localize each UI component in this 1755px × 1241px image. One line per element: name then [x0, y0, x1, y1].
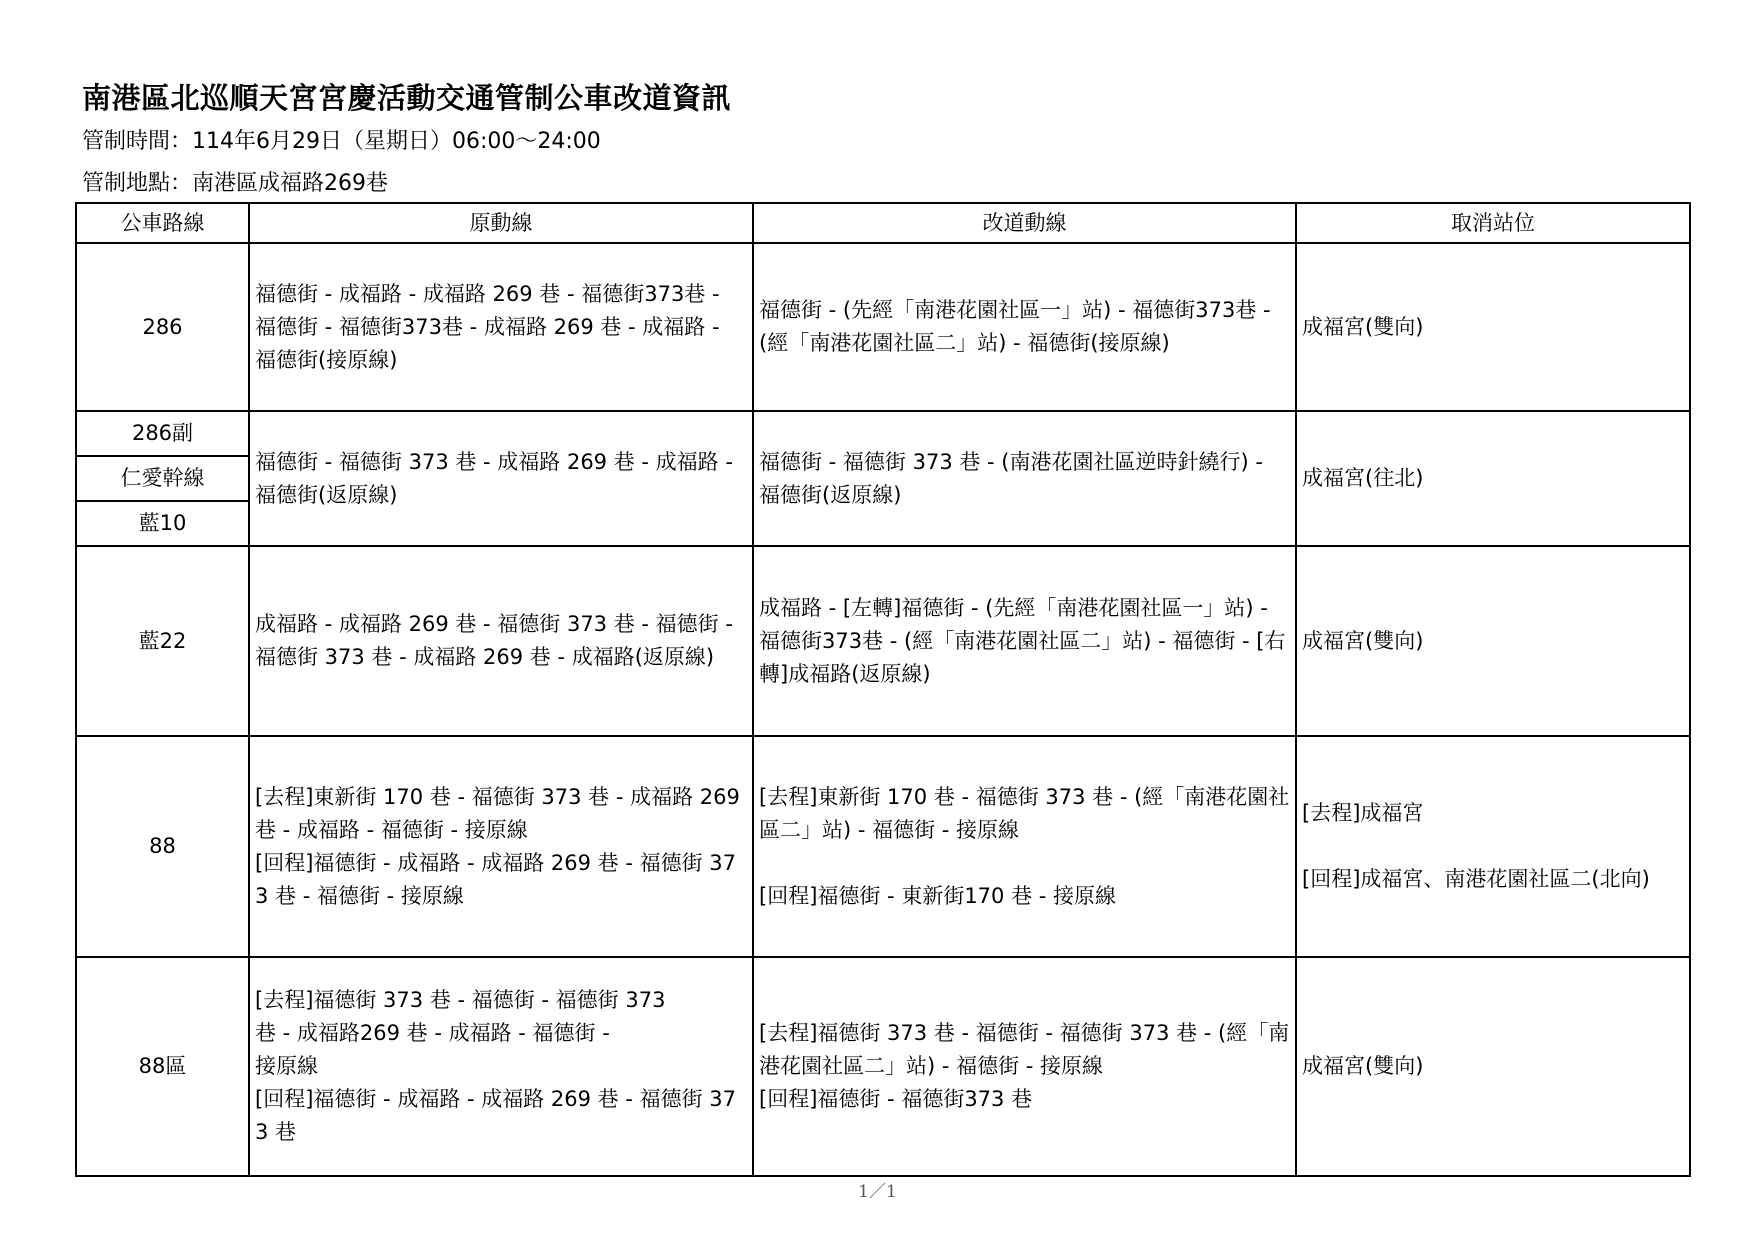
route-number: 286 [76, 243, 249, 411]
detour-route-return: [回程]福德街 - 東新街170 巷 - 接原線 [759, 883, 1116, 908]
cancelled-stops-cell [1296, 736, 1690, 957]
detour-route-text: 福德街 - 福德街 373 巷 - (南港花園社區逆時針繞行) - 福德街(返原線) [759, 449, 1263, 507]
route-number: 藍22 [76, 546, 249, 736]
page-number: 1／1 [858, 1182, 897, 1202]
cancelled-stops-cell [1296, 957, 1690, 1176]
cancelled-stops-text: 成福宮(雙向) [1302, 1054, 1424, 1078]
cancelled-stops-text: 成福宮(往北) [1302, 466, 1424, 490]
route-number: 88區 [76, 957, 249, 1176]
original-route-outbound: [去程]福德街 373 巷 - 福德街 - 福德街 373 巷 - 成福路269 巷 - 成福路 - 福德街 - [255, 988, 666, 1045]
detour-route-cell [753, 243, 1296, 411]
route-number: 286副 [76, 411, 249, 456]
table-row [76, 546, 1690, 736]
original-route-outbound: [去程]東新街 170 巷 - 福德街 373 巷 - 成福路 269 巷 - 成福路 - 福德街 - 接原線 [255, 784, 740, 842]
cancelled-stops-text: 成福宮(雙向) [1302, 628, 1424, 653]
original-route-text: 福德街 - 福德街 373 巷 - 成福路 269 巷 - 成福路 - 福德街(返原線) [255, 449, 733, 507]
detour-route-cell [753, 546, 1296, 736]
line-spacer [1302, 830, 1684, 863]
original-route-cell [249, 736, 753, 957]
detour-route-text: 福德街 - (先經「南港花園社區一」站) - 福德街373巷 - (經「南港花園社區二」站) - 福德街(接原線) [759, 298, 1271, 355]
control-time: 管制時間：114年6月29日（星期日）06:00～24:00 [82, 129, 601, 154]
detour-route-cell [753, 957, 1296, 1176]
original-route-return: [回程]福德街 - 成福路 - 成福路 269 巷 - 福德街 373 巷 - 福德街 - 接原線 [255, 850, 736, 908]
control-place: 管制地點：南港區成福路269巷 [82, 171, 388, 196]
detour-route-return: [回程]福德街 - 福德街373 巷 [759, 1087, 1033, 1111]
page-title: 南港區北巡順天宮宮慶活動交通管制公車改道資訊 [82, 81, 732, 115]
cancelled-stops-outbound: [去程]成福宮 [1302, 801, 1424, 825]
original-route-outbound-cont: 接原線 [255, 1054, 318, 1078]
table-row [76, 243, 1690, 411]
detour-route-outbound: [去程]福德街 373 巷 - 福德街 - 福德街 373 巷 - (經「南港花園社區二」站) - 福德街 - 接原線 [759, 1021, 1290, 1078]
route-number: 88 [76, 736, 249, 957]
line-spacer [759, 847, 1290, 880]
original-route-cell [249, 243, 753, 411]
table-row [76, 411, 1690, 456]
route-number: 仁愛幹線 [76, 456, 249, 501]
detour-route-outbound: [去程]東新街 170 巷 - 福德街 373 巷 - (經「南港花園社區二」站) - 福德街 - 接原線 [759, 784, 1290, 842]
original-route-cell [249, 957, 753, 1176]
original-route-cell [249, 546, 753, 736]
detour-route-cell [753, 736, 1296, 957]
original-route-text: 成福路 - 成福路 269 巷 - 福德街 373 巷 - 福德街 - 福德街 373 巷 - 成福路 269 巷 - 成福路(返原線) [255, 612, 733, 669]
cancelled-stops-cell [1296, 411, 1690, 546]
detour-route-cell [753, 411, 1296, 546]
header-detour-route: 改道動線 [753, 203, 1296, 243]
header-bus-route: 公車路線 [76, 203, 249, 243]
original-route-text: 福德街 - 成福路 - 成福路 269 巷 - 福德街373巷 - 福德街 - 福德街373巷 - 成福路 269 巷 - 成福路 - 福德街(接原線) [255, 281, 720, 372]
table-row [76, 957, 1690, 1176]
cancelled-stops-text: 成福宮(雙向) [1302, 314, 1424, 339]
header-cancelled-stops: 取消站位 [1296, 203, 1690, 243]
original-route-return: [回程]福德街 - 成福路 - 成福路 269 巷 - 福德街 373 巷 [255, 1087, 736, 1144]
bus-detour-table [75, 202, 1691, 1177]
table-header-row [76, 203, 1690, 243]
cancelled-stops-cell [1296, 546, 1690, 736]
cancelled-stops-cell [1296, 243, 1690, 411]
table-row [76, 736, 1690, 957]
route-number: 藍10 [76, 501, 249, 546]
header-original-route: 原動線 [249, 203, 753, 243]
original-route-cell [249, 411, 753, 546]
detour-route-text: 成福路 - [左轉]福德街 - (先經「南港花園社區一」站) - 福德街373巷 - (經「南港花園社區二」站) - 福德街 - [右轉]成福路(返原線) [759, 595, 1286, 686]
cancelled-stops-return: [回程]成福宮、南港花園社區二(北向) [1302, 867, 1650, 891]
